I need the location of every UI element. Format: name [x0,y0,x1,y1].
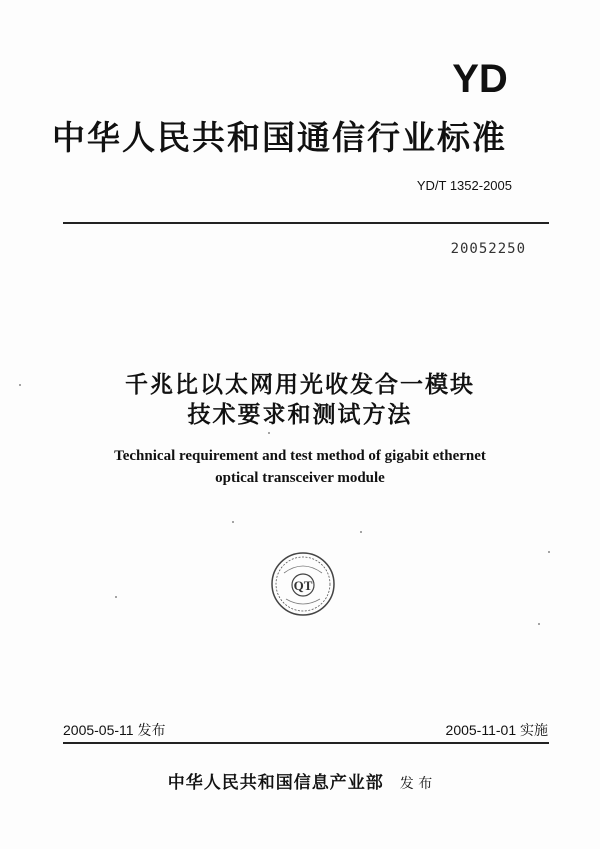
chinese-title-line-2: 技术要求和测试方法 [187,402,413,428]
standard-number: YD/T 1352-2005 [416,178,512,193]
scan-speck [538,623,540,625]
publish-date: 2005-05-11 发布 [63,722,166,738]
scan-speck [19,384,21,386]
english-title-line-2: optical transceiver module [215,470,385,486]
issuer-suffix: 发 布 [399,776,433,792]
scan-speck [268,432,270,434]
archive-stamp-number: 20052250 [450,241,526,257]
issuer-name: 中华人民共和国信息产业部 [167,773,384,793]
yd-logo-text: YD [452,58,508,98]
scan-speck [548,551,550,553]
seal-center-text: QT [293,578,313,593]
english-title-line-1: Technical requirement and test method of gigabit ethernet [114,448,486,464]
top-divider [63,222,549,224]
standard-category-title: 中华人民共和国通信行业标准 [52,118,507,157]
yd-logo [440,58,520,98]
issuer-line [0,768,600,793]
scan-speck [232,521,234,523]
chinese-title-line-1: 千兆比以太网用光收发合一模块 [125,372,475,398]
scan-speck [115,596,117,598]
bottom-divider [63,742,549,744]
implement-date: 2005-11-01 实施 [445,722,548,738]
library-seal-stamp [270,551,336,617]
scan-speck [360,531,362,533]
